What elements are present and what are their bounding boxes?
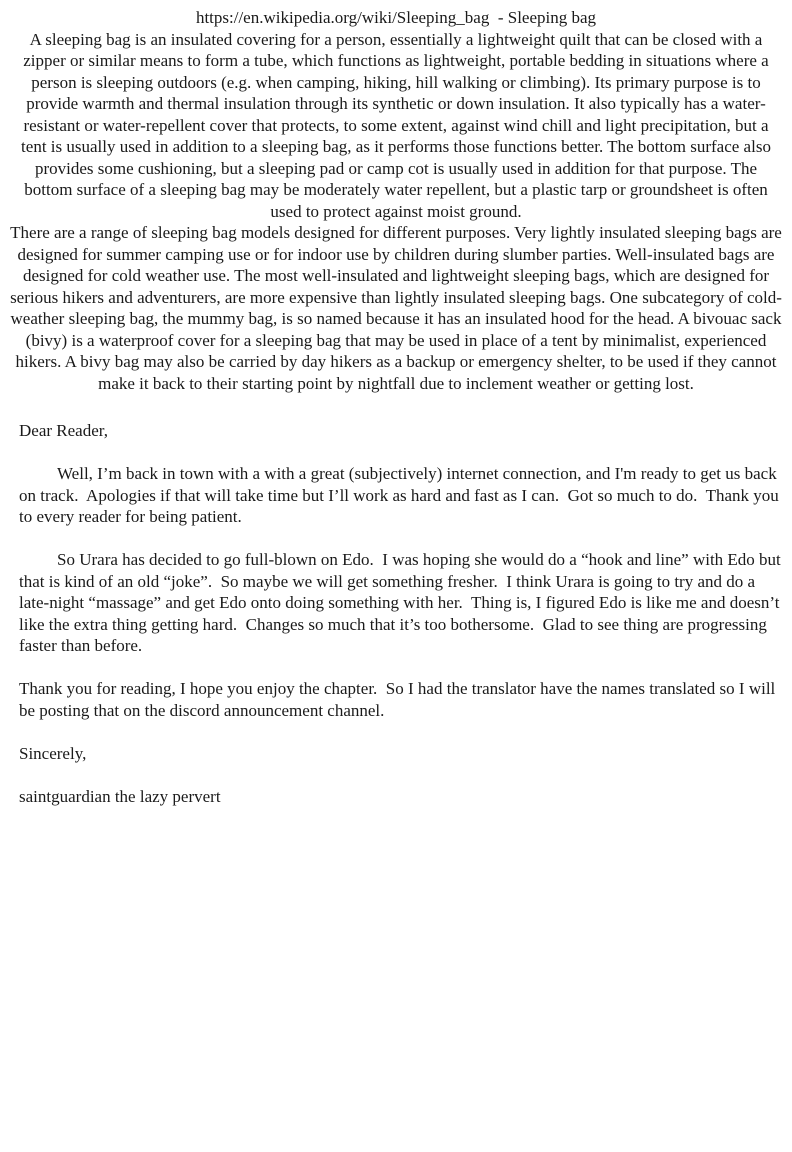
- letter-paragraph: So Urara has decided to go full-blown on Edo. I was hoping she would do a “hook and line” with Edo but that is kind of an old “joke”. So maybe we will get something fresher. I think Urara is going to try and do a late-night “massage” and get Edo onto doing something with her. Thing is, I figured Edo is like me and doesn’t like the extra thing getting hard. Changes so much that it’s too bothersome. Glad to see thing are progressing faster than before.: [19, 550, 786, 655]
- wiki-paragraph: There are a range of sleeping bag models designed for different purposes. Very lightly insulated sleeping bags are designed for summer camping use or for indoor use by children during slumber parties. Well-insulated bags are designed for cold weather use. The most well-insulated and lightweight sleeping bags, which are designed for serious hikers and adventurers, are more expensive than lightly insulated sleeping bags. One subcategory of cold-weather sleeping bag, the mummy bag, is so named because it has an insulated hood for the head. A bivouac sack (bivy) is a waterproof cover for a sleeping bag that may be used in place of a tent by minimalist, experienced hikers. A bivy bag may also be carried by day hikers as a backup or emergency shelter, to be used if they cannot make it back to their starting point by nightfall due to inclement weather or getting lost.: [10, 223, 787, 393]
- letter-paragraph: Thank you for reading, I hope you enjoy the chapter. So I had the translator have the names translated so I will be posting that on the discord announcement channel.: [19, 679, 780, 720]
- letter-salutation: Dear Reader,: [19, 421, 108, 440]
- letter-body: [19, 463, 786, 721]
- letter-closing: Sincerely,: [19, 743, 87, 763]
- wiki-excerpt: [10, 29, 787, 395]
- page-header-url: https://en.wikipedia.org/wiki/Sleeping_bag - Sleeping bag: [195, 8, 597, 27]
- wiki-paragraph: A sleeping bag is an insulated covering for a person, essentially a lightweight quilt that can be closed with a zipper or similar means to form a tube, which functions as lightweight, portable bedding in situations where a person is sleeping outdoors (e.g. when camping, hiking, hill walking or climbing). Its primary purpose is to provide warmth and thermal insulation through its synthetic or down insulation. It also typically has a water-resistant or water-repellent cover that protects, to some extent, against wind chill and light precipitation, but a tent is usually used in addition to a sleeping bag, as it performs those functions better. The bottom surface also provides some cushioning, but a sleeping pad or camp cot is usually used in addition for that purpose. The bottom surface of a sleeping bag may be moderately water repellent, but a plastic tarp or groundsheet is often used to protect against moist ground.: [21, 29, 776, 221]
- letter-signature: saintguardian the lazy pervert: [19, 786, 221, 806]
- letter-paragraph: Well, I’m back in town with a with a great (subjectively) internet connection, and I'm ready to get us back on track. Apologies if that will take time but I’ll work as hard and fast as I can. Got so much to do. Thank you to every reader for being patient.: [19, 464, 784, 526]
- letter: [10, 420, 786, 807]
